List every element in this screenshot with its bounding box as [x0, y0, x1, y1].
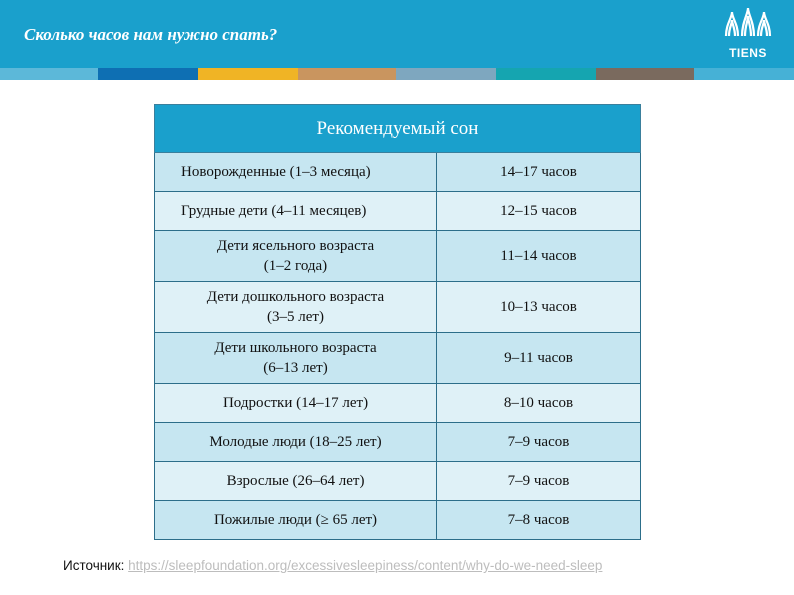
stripe-segment — [198, 68, 298, 80]
age-group-cell — [155, 501, 437, 540]
age-group-label: Дети дошкольного возраста — [206, 289, 385, 305]
table-row — [155, 282, 641, 333]
stripe-segment — [694, 68, 794, 80]
tiens-logo — [718, 6, 778, 62]
age-group-label: Дети школьного возраста — [214, 340, 377, 356]
sleep-hours-cell: 9–11 часов — [437, 333, 641, 384]
age-group-label: Новорожденные (1–3 месяца) — [181, 164, 371, 180]
sleep-hours-cell: 11–14 часов — [437, 231, 641, 282]
table-row — [155, 462, 641, 501]
age-group-cell — [155, 462, 437, 501]
age-group-cell — [155, 423, 437, 462]
sleep-table — [154, 104, 641, 540]
page-title: Сколько часов нам нужно спать? — [24, 25, 278, 44]
header-bar — [0, 0, 794, 68]
age-range-label: (1–2 года) — [263, 258, 328, 274]
age-group-label: Молодые люди (18–25 лет) — [209, 434, 382, 450]
sleep-hours-cell: 14–17 часов — [437, 153, 641, 192]
table-row — [155, 153, 641, 192]
source-note — [63, 558, 602, 573]
age-group-cell — [155, 192, 437, 231]
sleep-hours-cell: 8–10 часов — [437, 384, 641, 423]
stripe-segment — [496, 68, 596, 80]
sleep-hours-cell: 10–13 часов — [437, 282, 641, 333]
sleep-hours-cell: 7–9 часов — [437, 423, 641, 462]
age-group-cell — [155, 153, 437, 192]
source-label: Источник: — [63, 558, 125, 573]
source-link[interactable]: https://sleepfoundation.org/excessivesleepiness/content/why-do-we-need-sleep — [128, 558, 603, 573]
table-row — [155, 384, 641, 423]
sleep-hours-cell: 7–8 часов — [437, 501, 641, 540]
age-range-label: (3–5 лет) — [267, 309, 324, 325]
table-row — [155, 333, 641, 384]
table-row — [155, 423, 641, 462]
age-group-label: Взрослые (26–64 лет) — [226, 473, 365, 489]
age-group-cell — [155, 333, 437, 384]
logo-text: TIENS — [729, 46, 767, 60]
table-title: Рекомендуемый сон — [155, 105, 641, 153]
age-group-label: Пожилые люди (≥ 65 лет) — [213, 512, 378, 528]
sleep-hours-cell: 12–15 часов — [437, 192, 641, 231]
stripe-segment — [0, 68, 98, 80]
stripe-segment — [298, 68, 396, 80]
tiens-logo-icon — [722, 6, 774, 44]
stripe-segment — [596, 68, 694, 80]
age-group-label: Дети ясельного возраста — [216, 238, 375, 254]
age-group-label: Грудные дети (4–11 месяцев) — [181, 203, 367, 219]
stripe-segment — [396, 68, 496, 80]
sleep-hours-cell: 7–9 часов — [437, 462, 641, 501]
color-stripe — [0, 68, 794, 80]
stripe-segment — [98, 68, 198, 80]
age-group-cell — [155, 282, 437, 333]
age-range-label: (6–13 лет) — [263, 360, 328, 376]
table-row — [155, 231, 641, 282]
age-group-cell — [155, 384, 437, 423]
table-row — [155, 501, 641, 540]
age-group-cell — [155, 231, 437, 282]
age-group-label: Подростки (14–17 лет) — [222, 395, 369, 411]
table-row — [155, 192, 641, 231]
